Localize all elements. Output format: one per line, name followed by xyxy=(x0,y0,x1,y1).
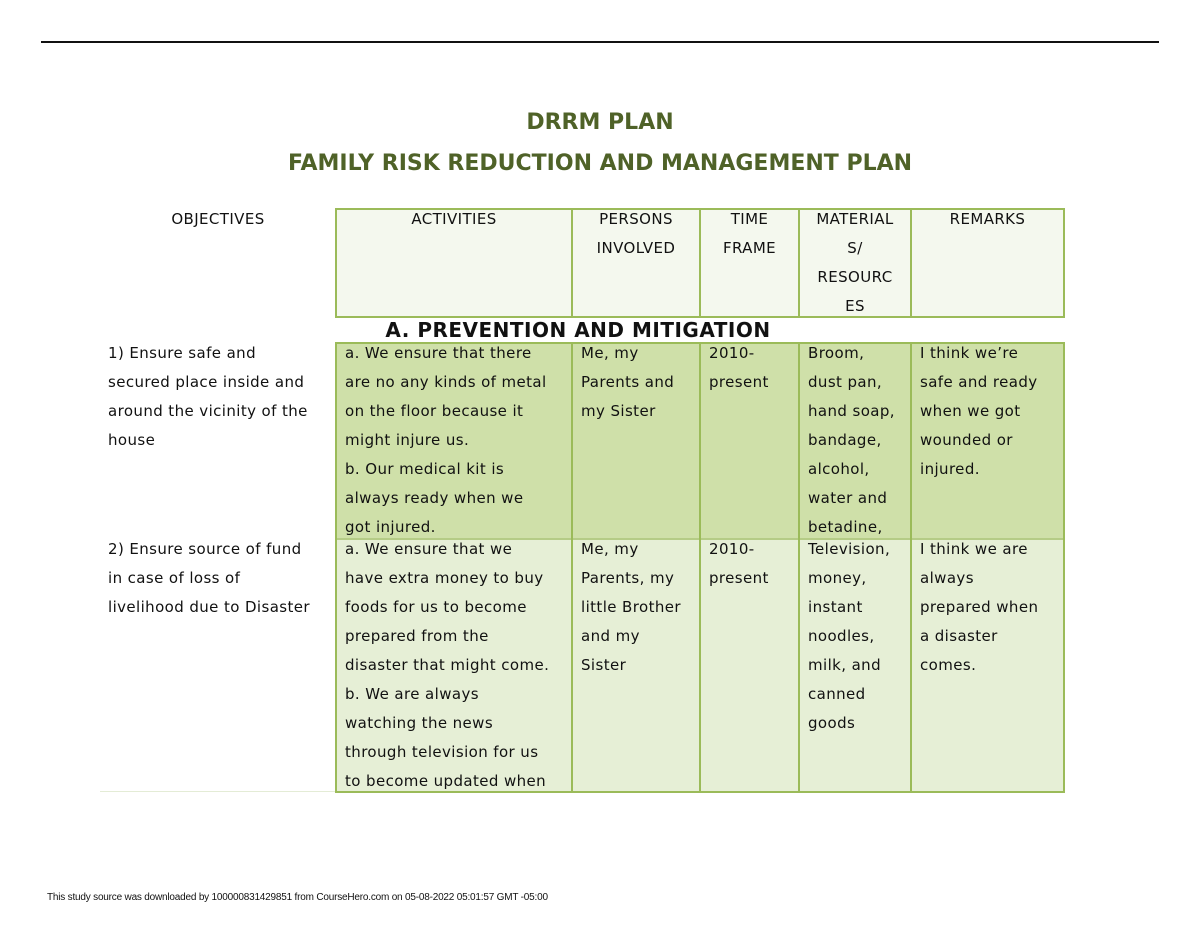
header-time-frame: TIME FRAME xyxy=(722,210,777,257)
row1-time-frame: 2010- present xyxy=(709,344,769,391)
header-col-line-4 xyxy=(798,208,800,318)
top-rule xyxy=(41,41,1159,43)
header-materials-resources: MATERIAL S/ RESOURC ES xyxy=(816,210,894,315)
row2-activities: a. We ensure that we have extra money to buy foods for us to become prepared from the disaster that might come. b. We are always watching the news through television for us to become updated when xyxy=(345,540,550,790)
row1-activities: a. We ensure that there are no any kinds of metal on the floor because it might injure us. b. Our medical kit is always ready when we got injured. xyxy=(345,344,547,536)
row1-persons: Me, my Parents and my Sister xyxy=(581,344,675,420)
row2-time-frame: 2010- present xyxy=(709,540,769,587)
section-label: A. PREVENTION AND MITIGATION xyxy=(385,318,771,342)
header-remarks: REMARKS xyxy=(949,210,1026,228)
row2-persons: Me, my Parents, my little Brother and my Sister xyxy=(581,540,681,674)
row2-materials: Television, money, instant noodles, milk, and canned goods xyxy=(808,540,891,732)
header-persons-involved: PERSONS INVOLVED xyxy=(596,210,676,257)
row2-remarks: I think we are always prepared when a disaster comes. xyxy=(920,540,1039,674)
header-objectives: OBJECTIVES xyxy=(171,210,265,228)
row1-materials: Broom, dust pan, hand soap, bandage, alcohol, water and betadine, xyxy=(808,344,895,536)
header-col-line-5 xyxy=(910,208,912,318)
body-col-line-6 xyxy=(1063,342,1065,793)
body-col-line-2 xyxy=(571,342,573,793)
header-col-line-6 xyxy=(1063,208,1065,318)
body-col-line-4 xyxy=(798,342,800,793)
header-col-line-1 xyxy=(335,208,337,318)
row1-objective: 1) Ensure safe and secured place inside and around the vicinity of the house xyxy=(108,344,308,449)
row2-objective: 2) Ensure source of fund in case of loss of livelihood due to Disaster xyxy=(108,540,310,616)
document-title: DRRM PLAN xyxy=(526,110,674,135)
header-activities: ACTIVITIES xyxy=(411,210,497,228)
document-subtitle: FAMILY RISK REDUCTION AND MANAGEMENT PLAN xyxy=(287,151,913,176)
objectives-bottom-line xyxy=(100,791,336,792)
body-col-line-3 xyxy=(699,342,701,793)
body-col-line-1 xyxy=(335,342,337,793)
row1-remarks: I think we’re safe and ready when we got wounded or injured. xyxy=(920,344,1038,478)
header-col-line-3 xyxy=(699,208,701,318)
download-footer: This study source was downloaded by 100000831429851 from CourseHero.com on 05-08-2022 05:01:57 GMT -05:00 xyxy=(47,892,548,903)
header-col-line-2 xyxy=(571,208,573,318)
body-col-line-5 xyxy=(910,342,912,793)
